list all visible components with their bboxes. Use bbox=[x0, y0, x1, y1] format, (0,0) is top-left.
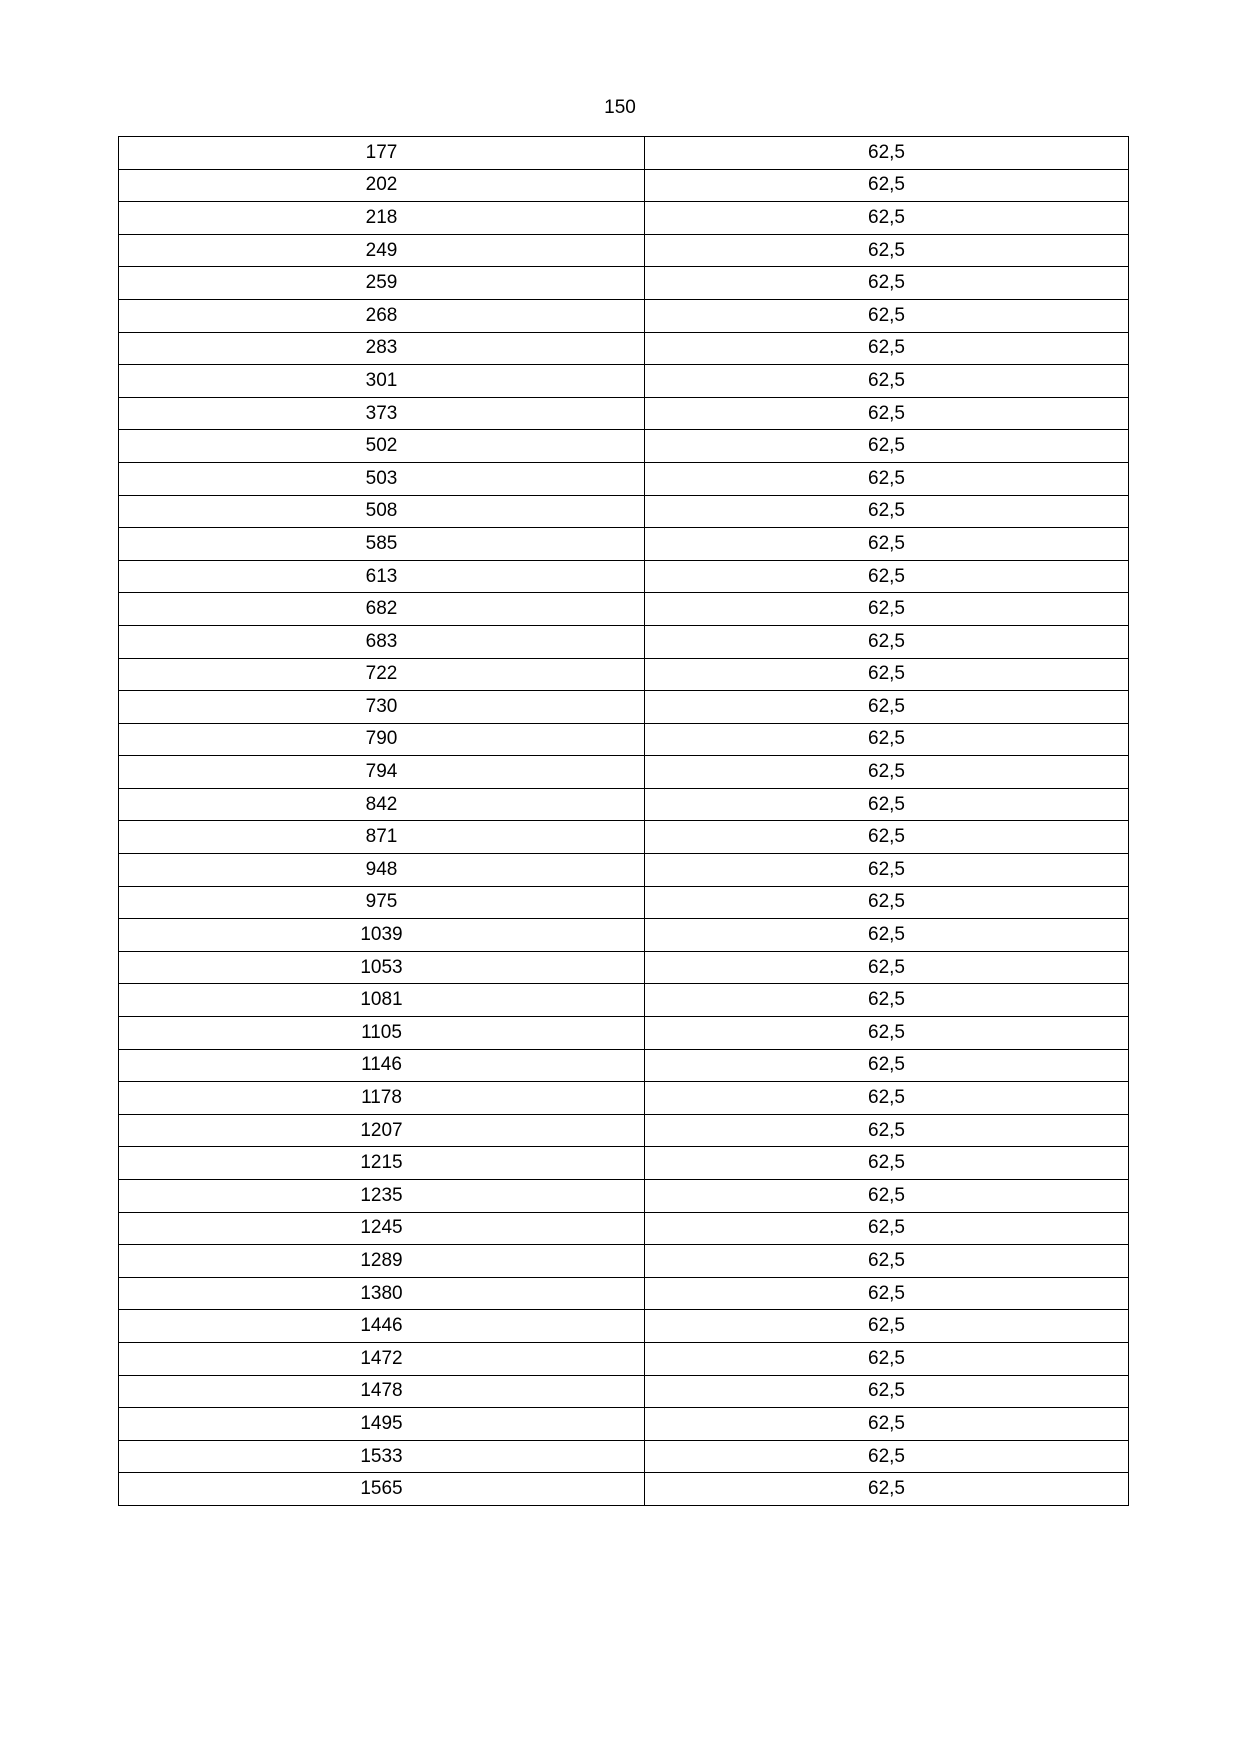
table-row bbox=[119, 788, 1129, 821]
table-row bbox=[119, 202, 1129, 235]
table-cell-value: 62,5 bbox=[645, 1375, 1129, 1408]
table-cell-number: 1495 bbox=[119, 1408, 645, 1441]
table-cell-number: 1207 bbox=[119, 1114, 645, 1147]
table-cell-number: 790 bbox=[119, 723, 645, 756]
table-cell-value: 62,5 bbox=[645, 788, 1129, 821]
table-cell-number: 503 bbox=[119, 462, 645, 495]
table-cell-number: 871 bbox=[119, 821, 645, 854]
table-row bbox=[119, 1375, 1129, 1408]
table-cell-number: 301 bbox=[119, 365, 645, 398]
table-row bbox=[119, 1473, 1129, 1506]
table-cell-number: 259 bbox=[119, 267, 645, 300]
table-row bbox=[119, 1440, 1129, 1473]
table-cell-number: 1081 bbox=[119, 984, 645, 1017]
table-cell-number: 975 bbox=[119, 886, 645, 919]
table-cell-number: 202 bbox=[119, 169, 645, 202]
table-cell-value: 62,5 bbox=[645, 528, 1129, 561]
table-cell-value: 62,5 bbox=[645, 332, 1129, 365]
table-row bbox=[119, 1277, 1129, 1310]
table-row bbox=[119, 1408, 1129, 1441]
table-row bbox=[119, 756, 1129, 789]
table-cell-value: 62,5 bbox=[645, 397, 1129, 430]
table-cell-value: 62,5 bbox=[645, 299, 1129, 332]
table-cell-value: 62,5 bbox=[645, 1114, 1129, 1147]
table-cell-number: 1565 bbox=[119, 1473, 645, 1506]
table-row bbox=[119, 1180, 1129, 1213]
table-row bbox=[119, 1310, 1129, 1343]
table-cell-value: 62,5 bbox=[645, 1440, 1129, 1473]
table-body bbox=[119, 137, 1129, 1506]
table-cell-value: 62,5 bbox=[645, 267, 1129, 300]
table-cell-value: 62,5 bbox=[645, 1147, 1129, 1180]
table-row bbox=[119, 1114, 1129, 1147]
table-cell-value: 62,5 bbox=[645, 1342, 1129, 1375]
table-cell-number: 1478 bbox=[119, 1375, 645, 1408]
table-cell-value: 62,5 bbox=[645, 1212, 1129, 1245]
table-cell-number: 585 bbox=[119, 528, 645, 561]
table-row bbox=[119, 1082, 1129, 1115]
table-cell-number: 682 bbox=[119, 593, 645, 626]
table-row bbox=[119, 365, 1129, 398]
table-cell-number: 1380 bbox=[119, 1277, 645, 1310]
table-cell-number: 373 bbox=[119, 397, 645, 430]
table-row bbox=[119, 658, 1129, 691]
table-cell-value: 62,5 bbox=[645, 821, 1129, 854]
page-number: 150 bbox=[604, 97, 636, 118]
table-cell-number: 1289 bbox=[119, 1245, 645, 1278]
table-row bbox=[119, 593, 1129, 626]
table-cell-value: 62,5 bbox=[645, 951, 1129, 984]
table-cell-value: 62,5 bbox=[645, 169, 1129, 202]
table-cell-number: 948 bbox=[119, 854, 645, 887]
table-cell-number: 1215 bbox=[119, 1147, 645, 1180]
table-cell-value: 62,5 bbox=[645, 1082, 1129, 1115]
table-cell-value: 62,5 bbox=[645, 1049, 1129, 1082]
table-cell-number: 177 bbox=[119, 137, 645, 170]
table-cell-value: 62,5 bbox=[645, 1408, 1129, 1441]
table-cell-number: 1053 bbox=[119, 951, 645, 984]
table-cell-number: 283 bbox=[119, 332, 645, 365]
table-cell-number: 1245 bbox=[119, 1212, 645, 1245]
table-cell-number: 1235 bbox=[119, 1180, 645, 1213]
table-row bbox=[119, 332, 1129, 365]
table-row bbox=[119, 430, 1129, 463]
table-cell-value: 62,5 bbox=[645, 1277, 1129, 1310]
table-cell-value: 62,5 bbox=[645, 495, 1129, 528]
table-row bbox=[119, 951, 1129, 984]
table-cell-number: 794 bbox=[119, 756, 645, 789]
table-row bbox=[119, 234, 1129, 267]
table-cell-number: 1446 bbox=[119, 1310, 645, 1343]
data-table bbox=[118, 136, 1129, 1506]
table-row bbox=[119, 821, 1129, 854]
table-cell-value: 62,5 bbox=[645, 658, 1129, 691]
table-cell-value: 62,5 bbox=[645, 919, 1129, 952]
table-row bbox=[119, 854, 1129, 887]
table-row bbox=[119, 528, 1129, 561]
table-cell-value: 62,5 bbox=[645, 202, 1129, 235]
table-row bbox=[119, 691, 1129, 724]
table-cell-value: 62,5 bbox=[645, 234, 1129, 267]
table-row bbox=[119, 560, 1129, 593]
table-cell-value: 62,5 bbox=[645, 462, 1129, 495]
table-row bbox=[119, 462, 1129, 495]
table-row bbox=[119, 919, 1129, 952]
table-cell-value: 62,5 bbox=[645, 1245, 1129, 1278]
table-cell-number: 730 bbox=[119, 691, 645, 724]
table-cell-number: 218 bbox=[119, 202, 645, 235]
table-row bbox=[119, 1342, 1129, 1375]
table-cell-number: 1039 bbox=[119, 919, 645, 952]
table-cell-value: 62,5 bbox=[645, 984, 1129, 1017]
table-cell-number: 268 bbox=[119, 299, 645, 332]
table-cell-number: 1105 bbox=[119, 1017, 645, 1050]
table-row bbox=[119, 1147, 1129, 1180]
table-cell-value: 62,5 bbox=[645, 593, 1129, 626]
table-cell-value: 62,5 bbox=[645, 886, 1129, 919]
table-cell-number: 842 bbox=[119, 788, 645, 821]
table-cell-number: 1533 bbox=[119, 1440, 645, 1473]
table-row bbox=[119, 495, 1129, 528]
table-row bbox=[119, 625, 1129, 658]
table-cell-number: 722 bbox=[119, 658, 645, 691]
table-row bbox=[119, 137, 1129, 170]
table-cell-number: 1472 bbox=[119, 1342, 645, 1375]
table-row bbox=[119, 1017, 1129, 1050]
table-cell-number: 502 bbox=[119, 430, 645, 463]
table-row bbox=[119, 886, 1129, 919]
table-row bbox=[119, 1212, 1129, 1245]
table-row bbox=[119, 169, 1129, 202]
table-cell-value: 62,5 bbox=[645, 1180, 1129, 1213]
table-row bbox=[119, 1049, 1129, 1082]
table-cell-value: 62,5 bbox=[645, 625, 1129, 658]
table-cell-number: 508 bbox=[119, 495, 645, 528]
table-cell-value: 62,5 bbox=[645, 756, 1129, 789]
table-cell-value: 62,5 bbox=[645, 1310, 1129, 1343]
table-row bbox=[119, 723, 1129, 756]
table-cell-value: 62,5 bbox=[645, 1473, 1129, 1506]
table-row bbox=[119, 397, 1129, 430]
table-row bbox=[119, 1245, 1129, 1278]
table-row bbox=[119, 299, 1129, 332]
table-cell-number: 683 bbox=[119, 625, 645, 658]
table-cell-number: 249 bbox=[119, 234, 645, 267]
table-cell-value: 62,5 bbox=[645, 137, 1129, 170]
table-row bbox=[119, 984, 1129, 1017]
table-cell-value: 62,5 bbox=[645, 691, 1129, 724]
table-cell-value: 62,5 bbox=[645, 1017, 1129, 1050]
table-cell-value: 62,5 bbox=[645, 560, 1129, 593]
table-cell-number: 1178 bbox=[119, 1082, 645, 1115]
table-cell-value: 62,5 bbox=[645, 365, 1129, 398]
table-cell-value: 62,5 bbox=[645, 430, 1129, 463]
table-cell-value: 62,5 bbox=[645, 854, 1129, 887]
table-cell-number: 613 bbox=[119, 560, 645, 593]
table-row bbox=[119, 267, 1129, 300]
table-cell-value: 62,5 bbox=[645, 723, 1129, 756]
table-cell-number: 1146 bbox=[119, 1049, 645, 1082]
